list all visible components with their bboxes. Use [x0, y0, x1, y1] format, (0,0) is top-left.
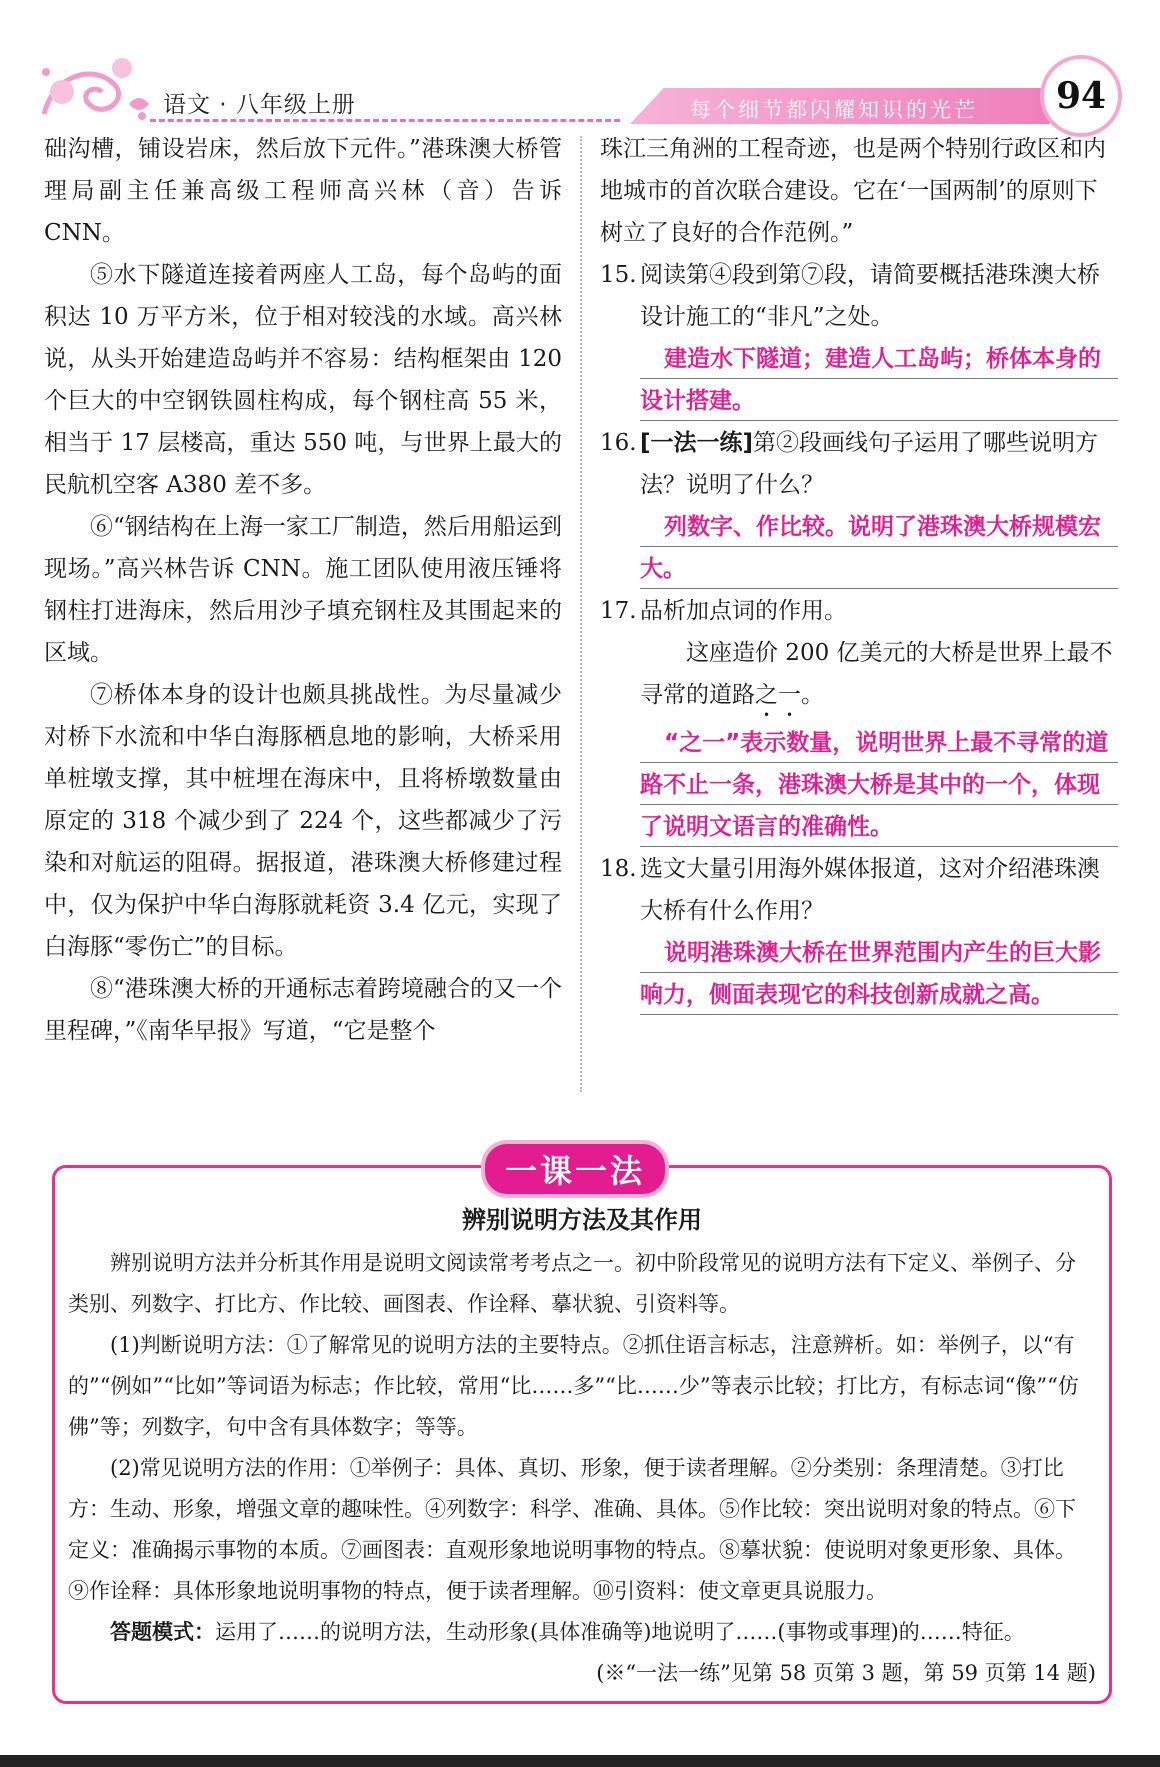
book-title: 语文 · 八年级上册	[163, 92, 356, 118]
paragraph: ⑥“钢结构在上海一家工厂制造，然后用船运到现场。”高兴林告诉 CNN。施工团队使用液压锤将钢柱打进海床，然后用沙子填充钢柱及其围起来的区域。	[44, 514, 562, 666]
paragraph: ⑧“港珠澳大桥的开通标志着跨境融合的又一个里程碑，”《南华早报》写道，“它是整个	[44, 976, 562, 1044]
method-subtitle: 辨别说明方法及其作用	[462, 1206, 702, 1234]
method-point-2: (2)常见说明方法的作用：①举例子：具体、真切、形象，便于读者理解。②分类别：条理清楚。③打比方：生动、形象，增强文章的趣味性。④列数字：科学、准确、具体。⑤作比较：突出说明对象的特点。⑥下定义：准确揭示事物的本质。⑦画图表：直观形象地说明事物的特点。⑧摹状貌：使说明对象更形象、具体。⑨作诠释：具体形象地说明事物的特点，便于读者理解。⑩引资料：使文章更具说服力。	[68, 1456, 1076, 1603]
question-15	[600, 254, 1118, 338]
answer-17: “之一”表示数量，说明世界上最不寻常的道路不止一条，港珠澳大桥是其中的一个，体现了说明文语言的准确性。	[640, 722, 1118, 848]
page-number: 94	[1040, 55, 1122, 137]
bottom-bar	[0, 1755, 1160, 1767]
question-17	[600, 590, 1118, 632]
paragraph: 珠江三角洲的工程奇迹，也是两个特别行政区和内地城市的首次联合建设。它在‘一国两制’的原则下树立了良好的合作范例。”	[600, 136, 1106, 246]
question-text: 品析加点词的作用。	[640, 598, 847, 624]
question-number: 15.	[600, 262, 637, 288]
question-text: [一法一练]第②段画线句子运用了哪些说明方法？说明了什么？	[640, 430, 1099, 498]
method-box-content	[68, 1200, 1096, 1694]
method-practice-tag: [一法一练]	[640, 430, 754, 456]
answer-15: 建造水下隧道；建造人工岛屿；桥体本身的设计搭建。	[640, 338, 1118, 422]
question-16	[600, 422, 1118, 506]
quoted-sentence: 这座造价 200 亿美元的大桥是世界上最不寻常的道路之一。	[640, 640, 1113, 708]
header-slogan: 每个细节都闪耀知识的光芒	[690, 98, 978, 122]
answer-18: 说明港珠澳大桥在世界范围内产生的巨大影响力，侧面表现它的科技创新成就之高。	[640, 932, 1118, 1016]
question-number: 17.	[600, 598, 637, 624]
flower-ornament-icon	[34, 44, 154, 130]
answer-pattern: 答题模式：运用了……的说明方法，生动形象(具体准确等)地说明了……(事物或事理)的……特征。	[110, 1620, 1025, 1644]
page-header	[0, 0, 1160, 140]
question-number: 18.	[600, 856, 637, 882]
method-point-1: (1)判断说明方法：①了解常见的说明方法的主要特点。②抓住语言标志，注意辨析。如：举例子，以“有的”“例如”“比如”等词语为标志；作比较，常用“比……多”“比……少”等表示比较；打比方，有标志词“像”“仿佛”等；列数字，句中含有具体数字；等等。	[68, 1333, 1079, 1439]
column-divider	[580, 136, 582, 1092]
paragraph: 础沟槽，铺设岩床，然后放下元件。”港珠澳大桥管理局副主任兼高级工程师高兴林（音）告诉 CNN。	[44, 136, 562, 246]
method-box-title: 一课一法	[481, 1140, 669, 1198]
right-column	[600, 128, 1118, 1016]
header-dashed-line	[150, 119, 620, 122]
question-text: 选文大量引用海外媒体报道，这对介绍港珠澳大桥有什么作用？	[640, 856, 1100, 924]
left-column	[44, 128, 562, 1052]
method-intro: 辨别说明方法并分析其作用是说明文阅读常考考点之一。初中阶段常见的说明方法有下定义、举例子、分类别、列数字、打比方、作比较、画图表、作诠释、摹状貌、引资料等。	[68, 1251, 1076, 1316]
question-text: 阅读第④段到第⑦段，请简要概括港珠澳大桥设计施工的“非凡”之处。	[640, 262, 1100, 330]
question-number: 16.	[600, 430, 637, 456]
answer-16: 列数字、作比较。说明了港珠澳大桥规模宏大。	[640, 506, 1118, 590]
dotted-word: 之一	[755, 682, 801, 708]
reference-note: (※“一法一练”见第 58 页第 3 题，第 59 页第 14 题)	[596, 1661, 1096, 1685]
question-18	[600, 848, 1118, 932]
paragraph: ⑤水下隧道连接着两座人工岛，每个岛屿的面积达 10 万平方米，位于相对较浅的水域。高兴林说，从头开始建造岛屿并不容易：结构框架由 120 个巨大的中空钢铁圆柱构成，每个钢柱高 55 米，相当于 17 层楼高，重达 550 吨，与世界上最大的民航机空客 A380 差不多。	[44, 262, 562, 498]
paragraph: ⑦桥体本身的设计也颇具挑战性。为尽量减少对桥下水流和中华白海豚栖息地的影响，大桥采用单桩墩支撑，其中桩埋在海床中，且将桥墩数量由原定的 318 个减少到了 224 个，这些都减少了污染和对航运的阻碍。据报道，港珠澳大桥修建过程中，仅为保护中华白海豚就耗资 3.4 亿元，实现了白海豚“零伤亡”的目标。	[44, 682, 562, 960]
answer-pattern-label: 答题模式：	[110, 1620, 215, 1644]
